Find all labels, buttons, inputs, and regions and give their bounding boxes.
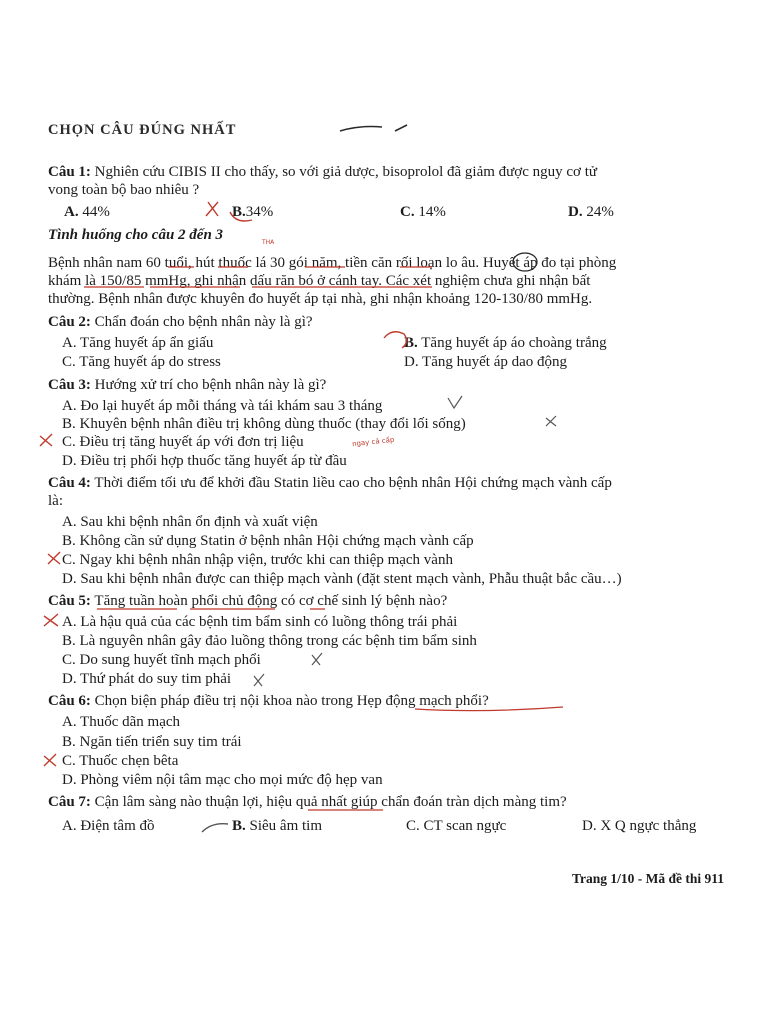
q4-stem-line1: Câu 4: Thời điểm tối ưu để khởi đầu Statin liều cao cho bệnh nhân Hội chứng mạch vành cấp	[48, 475, 612, 491]
q1-option-a: A. 44%	[64, 204, 110, 220]
pen-stroke-icon	[340, 125, 407, 131]
q5-option-b: B. Là nguyên nhân gây đảo luồng thông trong các bệnh tim bẩm sinh	[62, 633, 477, 649]
pen-stroke-icon	[202, 824, 228, 832]
q6-option-d: D. Phòng viêm nội tâm mạc cho mọi mức độ hẹp van	[62, 772, 383, 788]
cross-mark-icon	[206, 202, 218, 216]
q5-option-d: D. Thứ phát do suy tim phải	[62, 671, 232, 687]
q1-label: Câu 1:	[48, 164, 91, 180]
q7-option-d: D. X Q ngực thẳng	[582, 818, 697, 834]
q6-option-c: C. Thuốc chẹn bêta	[62, 753, 179, 769]
q1-text-line2: vong toàn bộ bao nhiêu ?	[48, 182, 200, 198]
cross-mark-icon	[48, 552, 60, 564]
q4-option-a: A. Sau khi bệnh nhân ổn định và xuất viện	[62, 514, 318, 530]
q3-option-c: C. Điều trị tăng huyết áp với đơn trị liệu	[62, 434, 304, 450]
q4-option-d: D. Sau khi bệnh nhân được can thiệp mạch vành (đặt stent mạch vành, Phẫu thuật bắc cầu…)	[62, 571, 622, 587]
q1-option-b: B.34%	[232, 204, 274, 220]
q3-stem: Câu 3: Hướng xử trí cho bệnh nhân này là gì?	[48, 377, 327, 393]
q5-option-a: A. Là hậu quả của các bệnh tim bẩm sinh có luồng thông trái phải	[62, 614, 458, 630]
q4-text-line2: là:	[48, 493, 63, 509]
q7-stem: Câu 7: Cận lâm sàng nào thuận lợi, hiệu quả nhất giúp chẩn đoán tràn dịch màng tim?	[48, 794, 567, 810]
case-text-line1: Bệnh nhân nam 60 tuổi, hút thuốc lá 30 gói năm, tiền căn rối loạn lo âu. Huyết áp đo tại phòng	[48, 255, 617, 271]
case-text-line2: khám là 150/85 mmHg, ghi nhận dấu răn bó ở cánh tay. Các xét nghiệm chưa ghi nhận bất	[48, 273, 591, 289]
q1-text-line1: Nghiên cứu CIBIS II cho thấy, so với giả dược, bisoprolol đã giảm được nguy cơ tử	[94, 164, 598, 180]
q5-option-c: C. Do sung huyết tĩnh mạch phổi	[62, 652, 261, 668]
cross-mark-icon	[44, 754, 56, 766]
q1-option-c: C. 14%	[400, 204, 446, 220]
page-title: CHỌN CÂU ĐÚNG NHẤT	[48, 122, 237, 138]
q6-option-b: B. Ngăn tiến triển suy tim trái	[62, 734, 242, 750]
q4-option-b: B. Không cần sử dụng Statin ở bệnh nhân Hội chứng mạch vành cấp	[62, 533, 474, 549]
cross-mark-icon	[44, 614, 58, 626]
q1-option-d: D. 24%	[568, 204, 614, 220]
underline-mark-icon	[415, 707, 563, 711]
q2-option-a: A. Tăng huyết áp ẩn giấu	[62, 335, 214, 351]
cross-mark-icon	[312, 653, 322, 665]
check-mark-icon	[448, 396, 462, 408]
q3-option-a: A. Đo lại huyết áp mỗi tháng và tái khám sau 3 tháng	[62, 398, 383, 414]
q2-stem: Câu 2: Chẩn đoán cho bệnh nhân này là gì?	[48, 314, 313, 330]
q4-option-c: C. Ngay khi bệnh nhân nhập viện, trước khi can thiệp mạch vành	[62, 552, 453, 568]
q2-option-b: B. Tăng huyết áp áo choàng trắng	[404, 335, 607, 351]
q2-option-d: D. Tăng huyết áp dao động	[404, 354, 568, 370]
case-text-line3: thường. Bệnh nhân được khuyên đo huyết áp tại nhà, ghi nhận khoảng 120-130/80 mmHg.	[48, 291, 593, 307]
q3-option-d: D. Điều trị phối hợp thuốc tăng huyết áp từ đầu	[62, 453, 347, 469]
q7-option-a: A. Điện tâm đồ	[62, 818, 155, 834]
cross-mark-icon	[546, 416, 556, 426]
q7-option-b: B. Siêu âm tim	[232, 818, 323, 834]
q5-stem: Câu 5: Tăng tuần hoàn phổi chủ động có cơ chế sinh lý bệnh nào?	[48, 593, 448, 609]
q7-option-c: C. CT scan ngực	[406, 818, 507, 834]
circle-mark-icon	[384, 332, 407, 348]
cross-mark-icon	[40, 434, 52, 446]
handwritten-note-tha: THA	[262, 239, 275, 246]
case-heading: Tình huống cho câu 2 đến 3	[48, 227, 224, 243]
q3-option-b: B. Khuyên bệnh nhân điều trị không dùng thuốc (thay đổi lối sống)	[62, 416, 466, 432]
handwritten-note-ngay-co-cap: ngay cả cấp	[351, 435, 395, 449]
q6-option-a: A. Thuốc dãn mạch	[62, 714, 181, 730]
q2-option-c: C. Tăng huyết áp do stress	[62, 354, 221, 370]
q6-stem: Câu 6: Chọn biện pháp điều trị nội khoa nào trong Hẹp động mạch phổi?	[48, 693, 489, 709]
page-footer: Trang 1/10 - Mã đề thi 911	[572, 871, 725, 886]
circle-mark-icon	[513, 253, 537, 271]
cross-mark-icon	[254, 674, 264, 686]
circle-mark-icon	[230, 212, 252, 221]
